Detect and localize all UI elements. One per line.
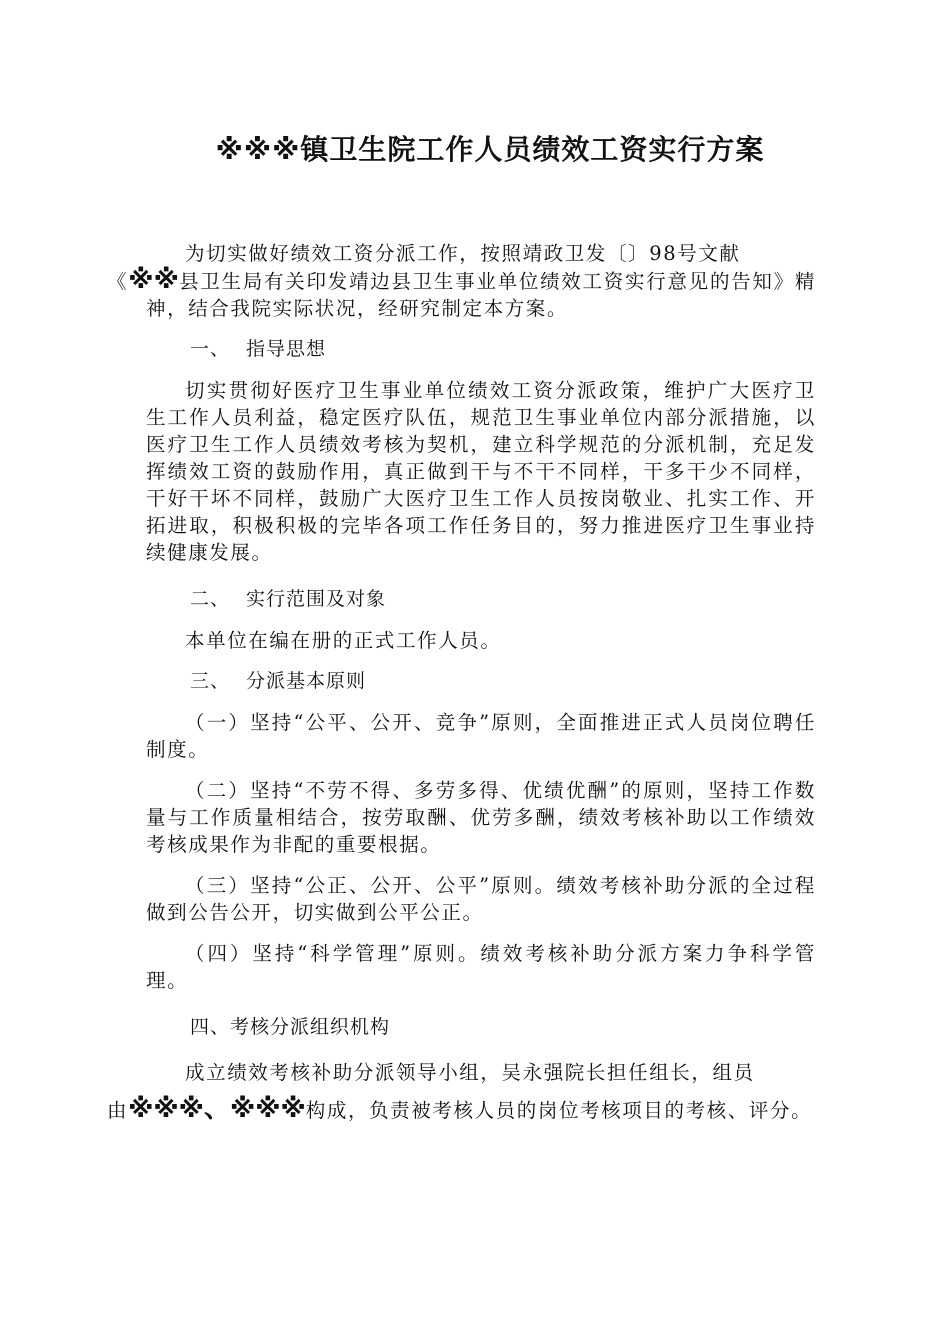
section-3-paragraph-3: （三）坚持“公正、公开、公平”原则。绩效考核补助分派的全过程做到公告公开，切实做到公平公正。 xyxy=(146,874,816,924)
document-title: ※※※镇卫生院工作人员绩效工资实行方案 xyxy=(215,133,765,166)
section-3-paragraph-4: （四）坚持“科学管理”原则。绩效考核补助分派方案力争科学管理。 xyxy=(146,942,816,992)
intro-line2: 县卫生局有关印发靖边县卫生事业单位绩效工资实行意见的告知》精神，结合我院实际状况，经研究制定本方案。 xyxy=(146,270,816,320)
section-1-paragraph-1: 切实贯彻好医疗卫生事业单位绩效工资分派政策，维护广大医疗卫生工作人员利益，稳定医疗队伍，规范卫生事业单位内部分派措施，以医疗卫生工作人员绩效考核为契机，建立科学规范的分派机制，充足发挥绩效工资的鼓励作用，真正做到干与不干不同样，干多干少不同样，干好干坏不同样，鼓励广大医疗卫生工作人员按岗敬业、扎实工作、开拓进取，积极积极的完毕各项工作任务目的，努力推进医疗卫生事业持续健康发展。 xyxy=(146,379,816,564)
section-num-4: 四、 xyxy=(190,1016,231,1038)
section-num-1: 一、 xyxy=(190,338,231,360)
section-3-paragraph-1: （一）坚持“公平、公开、竞争”原则，全面推进正式人员岗位聘任制度。 xyxy=(146,711,816,761)
intro-paragraph xyxy=(107,240,816,322)
section-heading-1 xyxy=(146,336,816,363)
last-marks: ※※※、※※※ xyxy=(128,1094,306,1124)
section-3-paragraph-2: （二）坚持“不劳不得、多劳多得、优绩优酬”的原则，坚持工作数量与工作质量相结合，按劳取酬、优劳多酬，绩效考核补助以工作绩效考核成果作为非配的重要根据。 xyxy=(146,779,816,856)
section-heading-4 xyxy=(146,1014,816,1041)
intro-marks: ※※ xyxy=(128,265,180,295)
document-body xyxy=(107,240,816,1129)
section-2-paragraph-1: 本单位在编在册的正式工作人员。 xyxy=(185,629,502,652)
section-title-3: 分派基本原则 xyxy=(246,670,367,692)
section-title-4: 考核分派组织机构 xyxy=(230,1016,391,1038)
last-prefix: 由 xyxy=(107,1099,129,1122)
section-num-2: 二、 xyxy=(190,588,231,610)
section-num-3: 三、 xyxy=(190,670,231,692)
section-heading-3 xyxy=(146,668,816,695)
intro-quote-open: 《 xyxy=(107,270,129,293)
section-title-2: 实行范围及对象 xyxy=(246,588,387,610)
last-line1: 成立绩效考核补助分派领导小组，吴永强院长担任组长，组员 xyxy=(185,1061,755,1084)
section-heading-2 xyxy=(146,586,816,613)
last-rest: 构成，负责被考核人员的岗位考核项目的考核、评分。 xyxy=(305,1099,813,1122)
last-paragraph xyxy=(107,1055,816,1129)
intro-line1: 为切实做好绩效工资分派工作，按照靖政卫发〔〕98号文献 xyxy=(185,242,741,265)
section-title-1: 指导思想 xyxy=(246,338,327,360)
